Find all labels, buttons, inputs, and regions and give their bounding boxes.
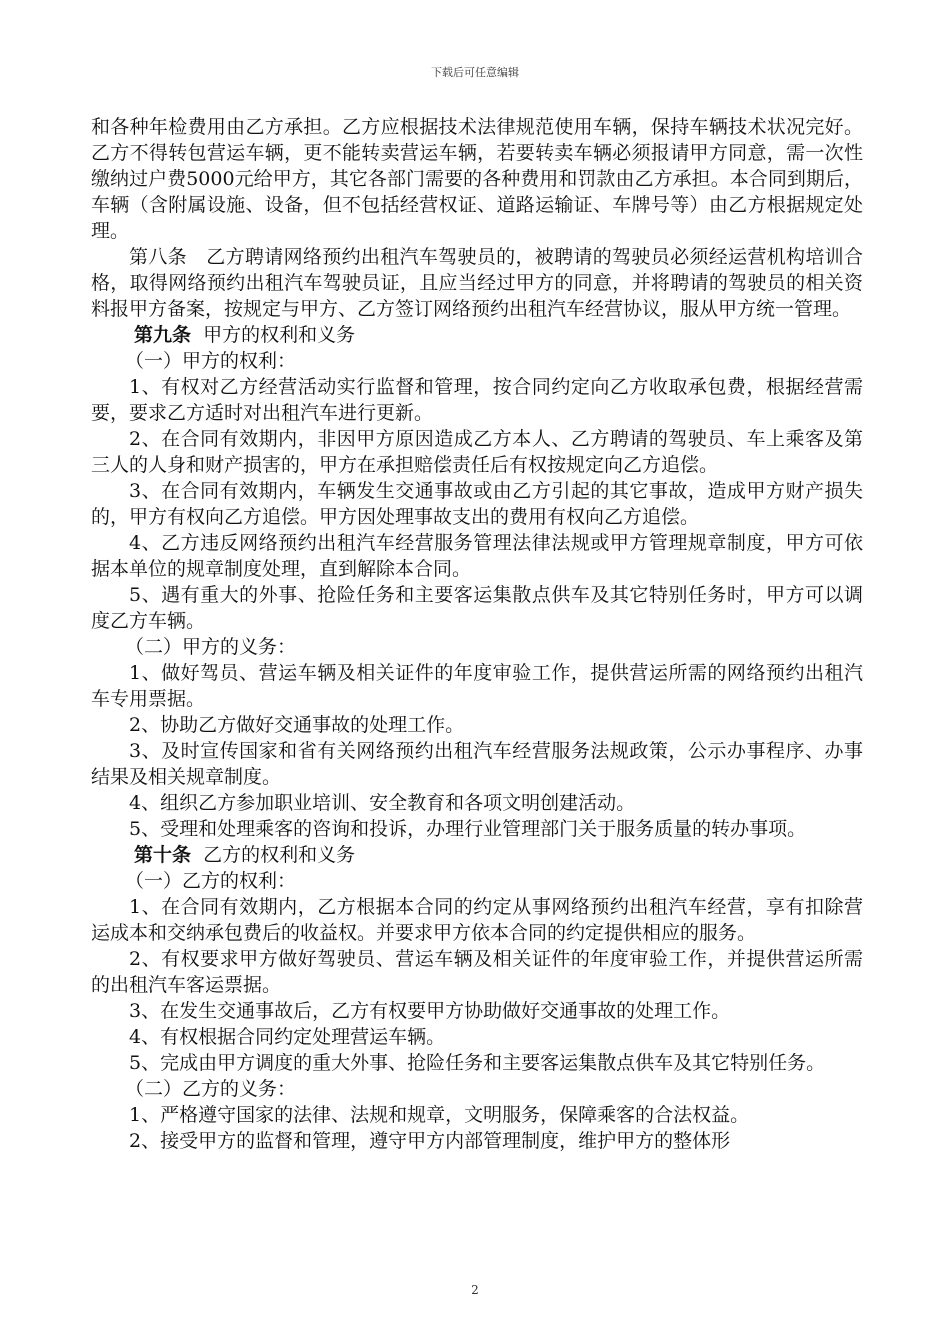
article-title: 甲方的权利和义务 [191, 324, 356, 346]
paragraph: 5、完成由甲方调度的重大外事、抢险任务和主要客运集散点供车及其它特别任务。 [129, 1052, 826, 1074]
section-subheading: （一）乙方的权利： [125, 870, 297, 892]
paragraph: 5、受理和处理乘客的咨询和投诉，办理行业管理部门关于服务质量的转办事项。 [129, 818, 807, 840]
paragraph: 1、严格遵守国家的法律、法规和规章，文明服务，保障乘客的合法权益。 [129, 1104, 750, 1126]
article-heading [91, 842, 863, 868]
paragraph: 和各种年检费用由乙方承担。乙方应根据技术法律规范使用车辆，保持车辆技术状况完好。乙方不得转包营运车辆，更不能转卖营运车辆，若要转卖车辆必须报请甲方同意，需一次性缴纳过户费5000元给甲方，其它各部门需要的各种费用和罚款由乙方承担。本合同到期后，车辆（含附属设施、设备，但不包括经营权证、道路运输证、车牌号等）由乙方根据规定处理。 [91, 116, 863, 242]
document-body [91, 114, 863, 1154]
paragraph: 4、乙方违反网络预约出租汽车经营服务管理法律法规或甲方管理规章制度，甲方可依据本单位的规章制度处理，直到解除本合同。 [91, 532, 863, 580]
article-number: 第九条 [134, 324, 192, 346]
article-number: 第十条 [134, 844, 192, 866]
paragraph: 2、有权要求甲方做好驾驶员、营运车辆及相关证件的年度审验工作，并提供营运所需的出租汽车客运票据。 [91, 948, 863, 996]
paragraph: 1、有权对乙方经营活动实行监督和管理，按合同约定向乙方收取承包费，根据经营需要，要求乙方适时对出租汽车进行更新。 [91, 376, 863, 424]
section-subheading: （一）甲方的权利： [125, 350, 297, 372]
page-header-note: 下载后可任意编辑 [431, 66, 519, 79]
page-number: 2 [471, 1283, 479, 1297]
paragraph: 4、有权根据合同约定处理营运车辆。 [129, 1026, 446, 1048]
paragraph: 3、在合同有效期内，车辆发生交通事故或由乙方引起的其它事故，造成甲方财产损失的，甲方有权向乙方追偿。甲方因处理事故支出的费用有权向乙方追偿。 [91, 480, 863, 528]
paragraph: 第八条 乙方聘请网络预约出租汽车驾驶员的，被聘请的驾驶员必须经运营机构培训合格，取得网络预约出租汽车驾驶员证，且应当经过甲方的同意，并将聘请的驾驶员的相关资料报甲方备案，按规定与甲方、乙方签订网络预约出租汽车经营协议，服从甲方统一管理。 [91, 246, 863, 320]
article-heading [91, 322, 863, 348]
paragraph: 4、组织乙方参加职业培训、安全教育和各项文明创建活动。 [129, 792, 636, 814]
paragraph: 2、在合同有效期内，非因甲方原因造成乙方本人、乙方聘请的驾驶员、车上乘客及第三人的人身和财产损害的，甲方在承担赔偿责任后有权按规定向乙方追偿。 [91, 428, 863, 476]
paragraph: 5、遇有重大的外事、抢险任务和主要客运集散点供车及其它特别任务时，甲方可以调度乙方车辆。 [91, 584, 863, 632]
paragraph: 3、及时宣传国家和省有关网络预约出租汽车经营服务法规政策，公示办事程序、办事结果及相关规章制度。 [91, 740, 863, 788]
section-subheading: （二）乙方的义务： [125, 1078, 297, 1100]
paragraph: 1、在合同有效期内，乙方根据本合同的约定从事网络预约出租汽车经营，享有扣除营运成本和交纳承包费后的收益权。并要求甲方依本合同的约定提供相应的服务。 [91, 896, 863, 944]
paragraph: 1、做好驾员、营运车辆及相关证件的年度审验工作，提供营运所需的网络预约出租汽车专用票据。 [91, 662, 863, 710]
paragraph: 2、协助乙方做好交通事故的处理工作。 [129, 714, 465, 736]
paragraph: 2、接受甲方的监督和管理，遵守甲方内部管理制度，维护甲方的整体形 [129, 1130, 731, 1152]
article-title: 乙方的权利和义务 [191, 844, 356, 866]
section-subheading: （二）甲方的义务： [125, 636, 297, 658]
paragraph: 3、在发生交通事故后，乙方有权要甲方协助做好交通事故的处理工作。 [129, 1000, 731, 1022]
